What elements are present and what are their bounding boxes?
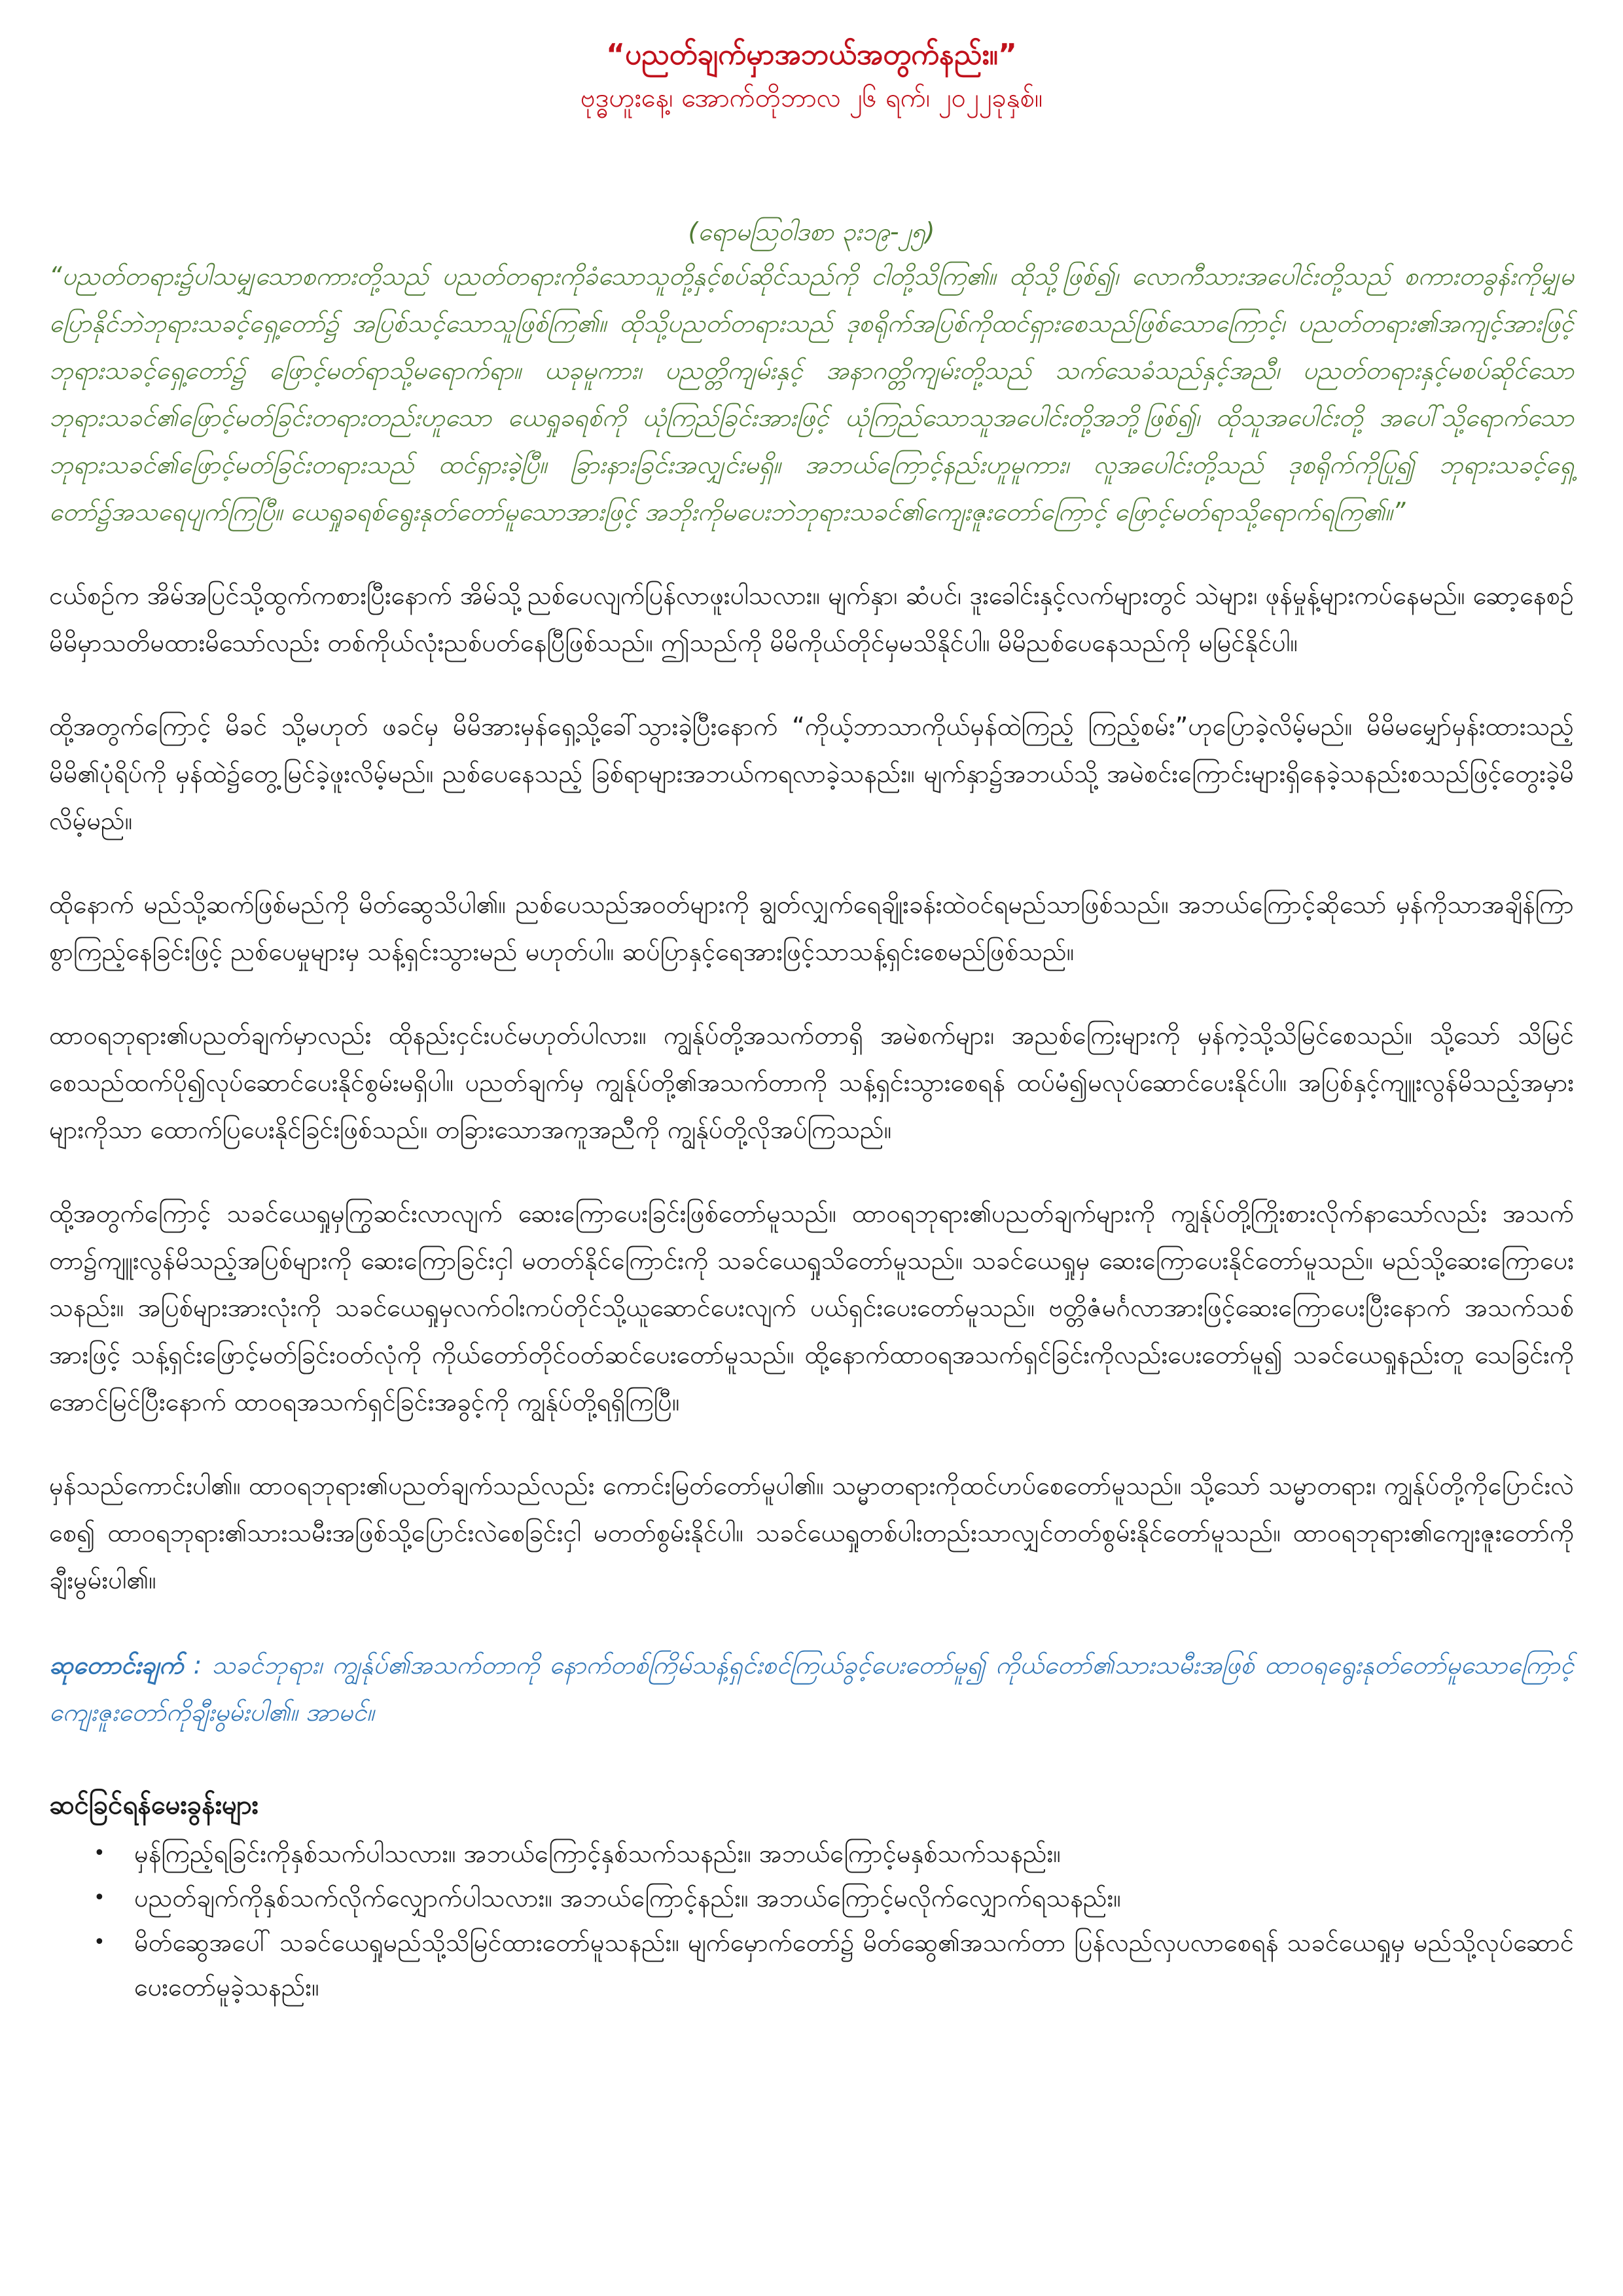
body-paragraph-4: ထာဝရဘုရား၏ပညတ်ချက်မှာလည်း ထိုနည်းငှင်းပင်မဟုတ်ပါလား။ ကျွန်ုပ်တို့အသက်တာရှိ အမဲစက်များ၊ အညစ်ကြေးများကို မှန်ကဲ့သို့သိမြင်စေသည်။ သို့သော် သိမြင်စေသည်ထက်ပို၍လုပ်ဆောင်ပေးနိုင်စွမ်းမရှိပါ။ ပညတ်ချက်မှ ကျွန်ုပ်တို့၏အသက်တာကို သန့်ရှင်းသွားစေရန် ထပ်မံ၍မလုပ်ဆောင်ပေးနိုင်ပါ။ အပြစ်နှင့်ကျူးလွန်မိသည့်အမှားများကိုသာ ထောက်ပြပေးနိုင်ခြင်းဖြစ်သည်။ တခြားသောအကူအညီကို ကျွန်ုပ်တို့လိုအပ်ကြသည်။: [49, 1021, 1574, 1144]
body-paragraph-6: မှန်သည်ကောင်းပါ၏။ ထာဝရဘုရား၏ပညတ်ချက်သည်လည်း ကောင်းမြတ်တော်မူပါ၏။ သမ္မာတရားကိုထင်ဟပ်စေတော်မူသည်။ သို့သော် သမ္မာတရား၊ ကျွန်ုပ်တို့ကိုပြောင်းလဲစေ၍ ထာဝရဘုရား၏သားသမီးအဖြစ်သို့ပြောင်းလဲစေခြင်းငှါ မတတ်စွမ်းနိုင်ပါ။ သခင်ယေရှုတစ်ပါးတည်းသာလျှင်တတ်စွမ်းနိုင်တော်မူသည်။ ထာဝရဘုရား၏ကျေးဇူးတော်ကို ချီးမွမ်းပါ၏။: [49, 1471, 1574, 1594]
prayer-separator: :: [183, 1651, 212, 1679]
bullet-icon: •: [94, 1842, 105, 1865]
question-text: ပညတ်ချက်ကိုနှစ်သက်လိုက်လျှောက်ပါသလား။ အဘယ်ကြောင့်နည်း။ အဘယ်ကြောင့်မလိုက်လျှောက်ရသနည်း။: [134, 1884, 1121, 1912]
header: [49, 33, 1574, 119]
list-item: [94, 1920, 1574, 2009]
prayer-text: သခင်ဘုရား၊ ကျွန်ုပ်၏အသက်တာကို နောက်တစ်ကြိမ်သန့်ရှင်းစင်ကြယ်ခွင့်ပေးတော်မူ၍ ကိုယ်တော်၏သားသမီးအဖြစ် ထာဝရရွေးနုတ်တော်မူသောကြောင့် ကျေးဇူးတော်ကိုချီးမွမ်းပါ၏။ အာမင်။: [49, 1651, 1574, 1727]
page-date: ဗုဒ္ဓဟူးနေ့၊ အောက်တိုဘာလ ၂၆ ရက်၊ ၂၀၂၂ခုနှစ်။: [580, 83, 1043, 113]
questions-list: [49, 1831, 1574, 2009]
list-item: [94, 1831, 1574, 1876]
bullet-icon: •: [94, 1886, 105, 1909]
body-paragraph-3: ထိုနောက် မည်သို့ဆက်ဖြစ်မည်ကို မိတ်ဆွေသိပါ၏။ ညစ်ပေသည်အဝတ်များကို ချွတ်လျှက်ရေချိုးခန်းထဲဝင်ရမည်သာဖြစ်သည်။ အဘယ်ကြောင့်ဆိုသော် မှန်ကိုသာအချိန်ကြာစွာကြည့်နေခြင်းဖြင့် ညစ်ပေမှုများမှ သန့်ရှင်းသွားမည် မဟုတ်ပါ။ ဆပ်ပြာနှင့်ရေအားဖြင့်သာသန့်ရှင်းစေမည်ဖြစ်သည်။: [49, 890, 1574, 966]
question-text: မိတ်ဆွေအပေါ် သခင်ယေရှုမည်သို့သိမြင်ထားတော်မူသနည်း။ မျက်မှောက်တော်၌ မိတ်ဆွေ၏အသက်တာ ပြန်လည်လှပလာစေရန် သခင်ယေရှုမှ မည်သို့လုပ်ဆောင်ပေးတော်မူခဲ့သနည်း။: [134, 1928, 1574, 2001]
body-paragraph-1: ငယ်စဉ်က အိမ်အပြင်သို့ထွက်ကစားပြီးနောက် အိမ်သို့ညစ်ပေလျက်ပြန်လာဖူးပါသလား။ မျက်နှာ၊ ဆံပင်၊ ဒူးခေါင်းနှင့်လက်များတွင် သဲများ၊ ဖုန်မှုန့်များကပ်နေမည်။ ဆော့နေစဉ်မိမိမှာသတိမထားမိသော်လည်း တစ်ကိုယ်လုံးညစ်ပတ်နေပြီဖြစ်သည်။ ဤသည်ကို မိမိကိုယ်တိုင်မှမသိနိုင်ပါ။ မိမိညစ်ပေနေသည်ကို မမြင်နိုင်ပါ။: [49, 581, 1574, 657]
page-title: “ပညတ်ချက်မှာအဘယ်အတွက်နည်း။”: [606, 38, 1017, 71]
scripture-reference: (ရောမသြဝါဒစာ ၃း၁၉-၂၅): [688, 217, 935, 246]
questions-title: ဆင်ခြင်ရန်မေးခွန်းများ: [49, 1790, 259, 1820]
scripture-text: “ပညတ်တရား၌ပါသမျှသောစကားတို့သည် ပညတ်တရားကိုခံသောသူတို့နှင့်စပ်ဆိုင်သည်ကို ငါတို့သိကြ၏။ ထိုသို့ဖြစ်၍၊ လောကီသားအပေါင်းတို့သည် စကားတခွန်းကိုမျှမပြောနိုင်ဘဲဘုရားသခင့်ရှေ့တော်၌ အပြစ်သင့်သောသူဖြစ်ကြ၏။ ထိုသို့ပညတ်တရားသည် ဒုစရိုက်အပြစ်ကိုထင်ရှားစေသည်ဖြစ်သောကြောင့်၊ ပညတ်တရား၏အကျင့်အားဖြင့် ဘုရားသခင့်ရှေ့တော်၌ ဖြောင့်မတ်ရာသို့မရောက်ရာ။ ယခုမူကား၊ ပညတ္တိကျမ်းနှင့် အနာဂတ္တိကျမ်းတို့သည် သက်သေခံသည်နှင့်အညီ၊ ပညတ်တရားနှင့်မစပ်ဆိုင်သော ဘုရားသခင်၏ဖြောင့်မတ်ခြင်းတရားတည်းဟူသော ယေရှုခရစ်ကို ယုံကြည်ခြင်းအားဖြင့် ယုံကြည်သောသူအပေါင်းတို့အဘို့ဖြစ်၍၊ ထိုသူအပေါင်းတို့ အပေါ်သို့ရောက်သောဘုရားသခင်၏ဖြောင့်မတ်ခြင်းတရားသည် ထင်ရှားခဲ့ပြီ။ ခြားနားခြင်းအလျှင်းမရှိ။ အဘယ်ကြောင့်နည်းဟူမူကား၊ လူအပေါင်းတို့သည် ဒုစရိုက်ကိုပြု၍ ဘုရားသခင့်ရှေ့တော်၌အသရေပျက်ကြပြီ။ ယေရှုခရစ်ရွေးနုတ်တော်မူသောအားဖြင့် အဘိုးကိုမပေးဘဲဘုရားသခင်၏ကျေးဇူးတော်ကြောင့် ဖြောင့်မတ်ရာသို့ရောက်ရကြ၏။”: [49, 262, 1574, 526]
bullet-icon: •: [94, 1931, 105, 1954]
prayer: [49, 1641, 1574, 1736]
question-text: မှန်ကြည့်ရခြင်းကိုနှစ်သက်ပါသလား။ အဘယ်ကြောင့်နှစ်သက်သနည်း။ အဘယ်ကြောင့်မနှစ်သက်သနည်း။: [134, 1839, 1061, 1868]
prayer-label: ဆုတောင်းချက်: [49, 1651, 184, 1679]
body-paragraph-2: ထို့အတွက်ကြောင့် မိခင် သို့မဟုတ် ဖခင်မှ မိမိအားမှန်ရှေ့သို့ခေါ်သွားခဲ့ပြီးနောက် “ကိုယ့်ဘာသာကိုယ်မှန်ထဲကြည့် ကြည့်စမ်း”ဟုပြောခဲ့လိမ့်မည်။ မိမိမမျှော်မှန်းထားသည့်မိမိ၏ပုံရိပ်ကို မှန်ထဲ၌တွေ့မြင်ခဲ့ဖူးလိမ့်မည်။ ညစ်ပေနေသည့် ခြစ်ရာများအဘယ်ကရလာခဲ့သနည်း။ မျက်နှာ၌အဘယ်သို့ အမဲစင်းကြောင်းများရှိနေခဲ့သနည်းစသည်ဖြင့်တွေးခဲ့မိလိမ့်မည်။: [49, 712, 1574, 835]
list-item: [94, 1876, 1574, 1920]
body-paragraph-5: ထို့အတွက်ကြောင့် သခင်ယေရှုမှကြွဆင်းလာလျက် ဆေးကြောပေးခြင်းဖြစ်တော်မူသည်။ ထာဝရဘုရား၏ပညတ်ချက်များကို ကျွန်ုပ်တို့ကြိုးစားလိုက်နာသော်လည်း အသက်တာ၌ကျူးလွန်မိသည့်အပြစ်များကို ဆေးကြောခြင်းငှါ မတတ်နိုင်ကြောင်းကို သခင်ယေရှုသိတော်မူသည်။ သခင်ယေရှုမှ ဆေးကြောပေးနိုင်တော်မူသည်။ မည်သို့ဆေးကြောပေးသနည်း။ အပြစ်များအားလုံးကို သခင်ယေရှုမှလက်ဝါးကပ်တိုင်သို့ယူဆောင်ပေးလျက် ပယ်ရှင်းပေးတော်မူသည်။ ဗတ္တိဇံမင်္ဂလာအားဖြင့်ဆေးကြောပေးပြီးနောက် အသက်သစ်အားဖြင့် သန့်ရှင်းဖြောင့်မတ်ခြင်းဝတ်လုံကို ကိုယ်တော်တိုင်ဝတ်ဆင်ပေးတော်မူသည်။ ထို့နောက်ထာဝရအသက်ရှင်ခြင်းကိုလည်းပေးတော်မူ၍ သခင်ယေရှုနည်းတူ သေခြင်းကိုအောင်မြင်ပြီးနောက် ထာဝရအသက်ရှင်ခြင်းအခွင့်ကို ကျွန်ုပ်တို့ရရှိကြပြီ။: [49, 1199, 1574, 1416]
